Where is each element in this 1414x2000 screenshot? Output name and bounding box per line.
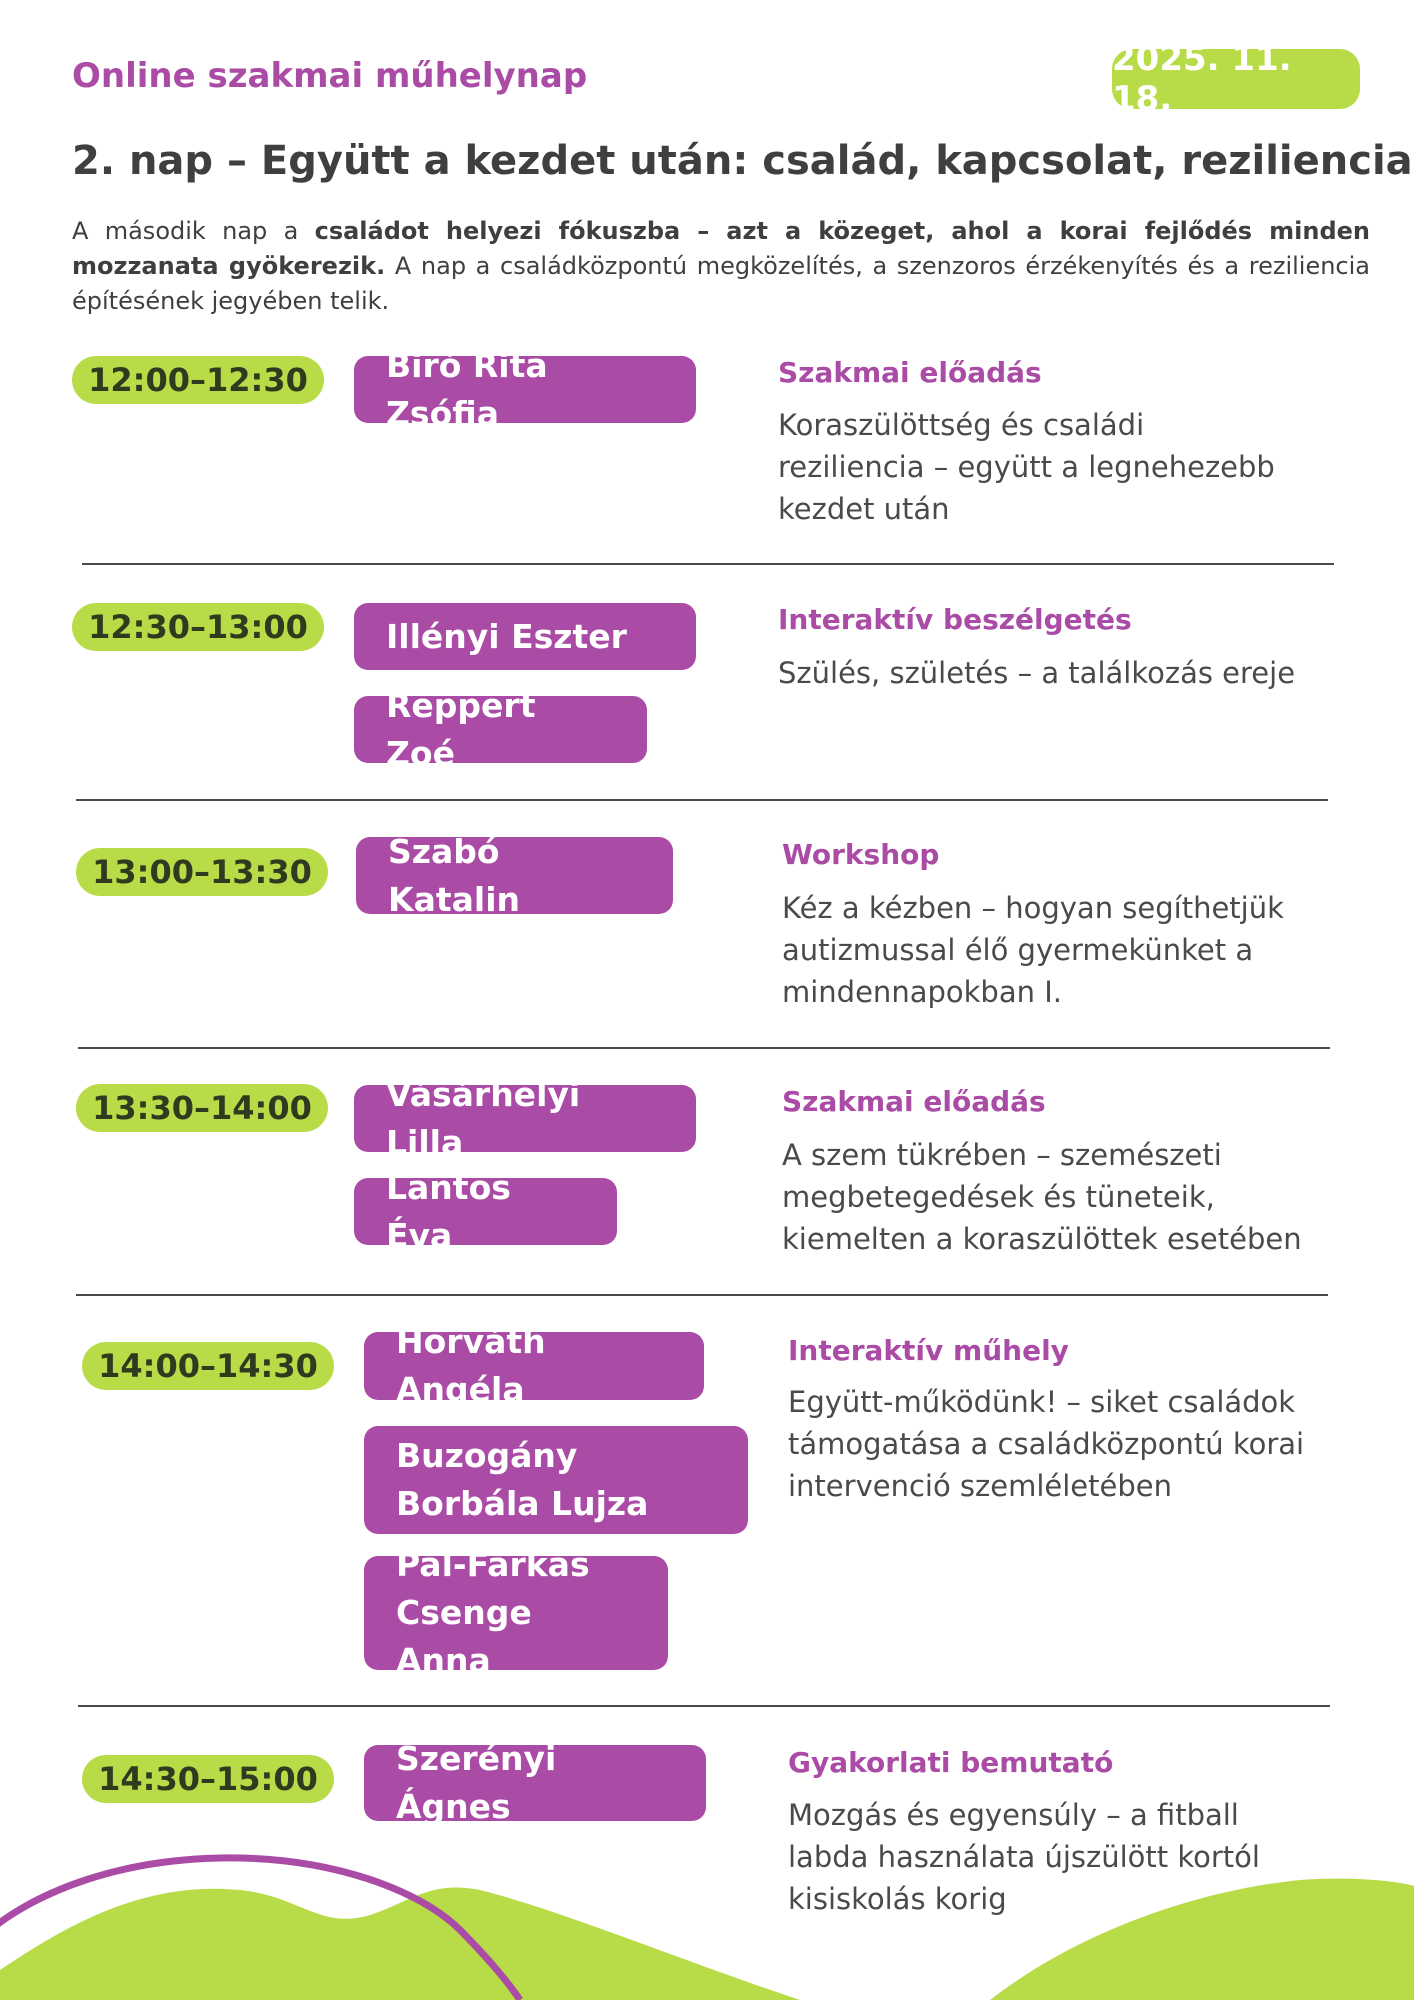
session-time: 14:00–14:30: [82, 1342, 334, 1390]
divider: [82, 563, 1334, 565]
speaker-name: Szerényi Ágnes: [364, 1745, 706, 1821]
page-title: 2. nap – Együtt a kezdet után: család, kapcsolat, reziliencia: [72, 138, 1413, 184]
session-type: Szakmai előadás: [782, 1085, 1046, 1118]
divider: [78, 1047, 1330, 1049]
description-line: Együtt-működünk! – siket családok: [788, 1385, 1296, 1419]
speaker-name: Reppert Zoé: [354, 696, 647, 763]
session-description: [788, 1794, 1388, 1920]
session-type: Interaktív műhely: [788, 1334, 1069, 1367]
session-description: [788, 1381, 1388, 1507]
session-description: [778, 404, 1378, 530]
description-line: kisiskolás korig: [788, 1882, 1007, 1916]
speaker-name: Buzogány Borbála Lujza: [364, 1426, 748, 1534]
description-line: kezdet után: [778, 492, 950, 526]
description-line: mindennapokban I.: [782, 975, 1062, 1009]
speaker-name: Pál-Farkas Csenge Anna: [364, 1556, 668, 1670]
divider: [76, 799, 1328, 801]
description-line: A szem tükrében – szemészeti: [782, 1138, 1222, 1172]
description-line: Koraszülöttség és családi: [778, 408, 1145, 442]
divider: [78, 1705, 1330, 1707]
session-time: 12:30–13:00: [72, 603, 324, 651]
description-line: Mozgás és egyensúly – a fitball: [788, 1798, 1239, 1832]
speaker-name: Szabó Katalin: [356, 837, 673, 914]
intro-paragraph: [72, 214, 1370, 319]
session-type: Gyakorlati bemutató: [788, 1746, 1114, 1779]
intro-text: A második nap a: [72, 217, 315, 245]
speaker-name: Illényi Eszter: [354, 603, 696, 670]
session-type: Szakmai előadás: [778, 356, 1042, 389]
intro-bold-text: családot helyezi fókuszba – azt a közeget, ahol a korai fejlődés minden mozzanata gyökerezik.: [72, 217, 1370, 280]
speaker-name: Biró Rita Zsófia: [354, 356, 696, 423]
session-description: [782, 887, 1382, 1013]
description-line: Szülés, születés – a találkozás ereje: [778, 656, 1296, 690]
session-type: Interaktív beszélgetés: [778, 603, 1132, 636]
session-time: 14:30–15:00: [82, 1755, 334, 1803]
description-line: reziliencia – együtt a legnehezebb: [778, 450, 1275, 484]
session-time: 12:00–12:30: [72, 356, 324, 404]
divider: [76, 1294, 1328, 1296]
session-description: [778, 652, 1378, 694]
description-line: intervenció szemléletében: [788, 1469, 1172, 1503]
description-line: Kéz a kézben – hogyan segíthetjük: [782, 891, 1284, 925]
session-time: 13:30–14:00: [76, 1084, 328, 1132]
session-description: [782, 1134, 1382, 1260]
speaker-name: Vásárhelyi Lilla: [354, 1085, 696, 1152]
speaker-name: Horváth Angéla: [364, 1332, 704, 1400]
description-line: megbetegedések és tüneteik,: [782, 1180, 1215, 1214]
description-line: autizmussal élő gyermekünket a: [782, 933, 1254, 967]
description-line: labda használata újszülött kortól: [788, 1840, 1260, 1874]
intro-text-end: A nap a családközpontú megközelítés, a szenzoros érzékenyítés és a reziliencia építésének jegyében telik.: [72, 252, 1370, 315]
session-time: 13:00–13:30: [76, 848, 328, 896]
speaker-name: Lantos Éva: [354, 1178, 617, 1245]
session-type: Workshop: [782, 838, 940, 871]
event-name: Online szakmai műhelynap: [72, 56, 588, 96]
description-line: kiemelten a koraszülöttek esetében: [782, 1222, 1302, 1256]
date-badge: 2025. 11. 18.: [1112, 49, 1360, 109]
description-line: támogatása a családközpontú korai: [788, 1427, 1305, 1461]
